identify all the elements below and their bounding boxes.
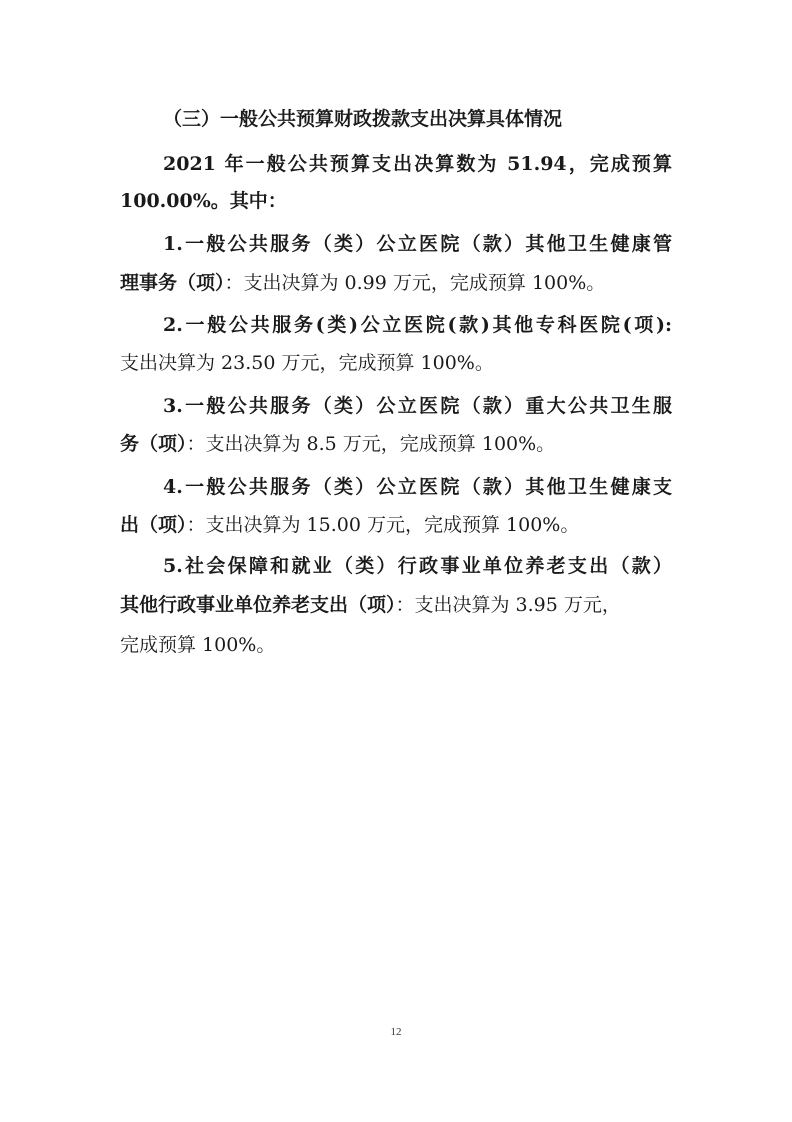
- item-3-heading-line-2: 务（项）: [120, 433, 187, 455]
- item-1-heading-line-1: 1.一般公共服务（类）公立医院（款）其他卫生健康管: [163, 233, 672, 255]
- item-2-detail: 支出决算为 23.50 万元，完成预算 100%。: [120, 352, 494, 374]
- intro-line-1: 2021 年一般公共预算支出决算数为 51.94，完成预算: [163, 153, 672, 175]
- item-5-line-2: [120, 593, 672, 617]
- item-3-heading-line-1: 3.一般公共服务（类）公立医院（款）重大公共卫生服: [163, 395, 672, 417]
- item-5-heading-line-1: 5.社会保障和就业（类）行政事业单位养老支出（款）: [163, 555, 672, 577]
- item-5-heading-line-2: 其他行政事业单位养老支出（项）: [120, 594, 396, 616]
- item-1-line-2: [120, 271, 672, 295]
- section-heading: （三）一般公共预算财政拨款支出决算具体情况: [163, 108, 563, 130]
- page-number: 12: [390, 1026, 402, 1038]
- item-5-detail-line-2: 完成预算 100%。: [120, 634, 276, 656]
- item-4-heading-line-2: 出（项）: [120, 514, 187, 536]
- item-3-detail: ：支出决算为 8.5 万元，完成预算 100%。: [186, 433, 556, 455]
- item-1-heading-line-2: 理事务（项）: [120, 272, 225, 294]
- item-4-heading-line-1: 4.一般公共服务（类）公立医院（款）其他卫生健康支: [163, 476, 672, 498]
- item-3-line-2: [120, 432, 672, 456]
- item-5-detail: ：支出决算为 3.95 万元，: [395, 594, 621, 616]
- intro-line-2: 100.00%。其中：: [120, 190, 287, 212]
- item-4-detail: ：支出决算为 15.00 万元，完成预算 100%。: [186, 514, 580, 536]
- item-2-heading-line-1: 2.一般公共服务(类)公立医院(款)其他专科医院(项):: [163, 314, 672, 336]
- item-4-line-2: [120, 513, 672, 537]
- item-1-detail: ：支出决算为 0.99 万元，完成预算 100%。: [224, 272, 606, 294]
